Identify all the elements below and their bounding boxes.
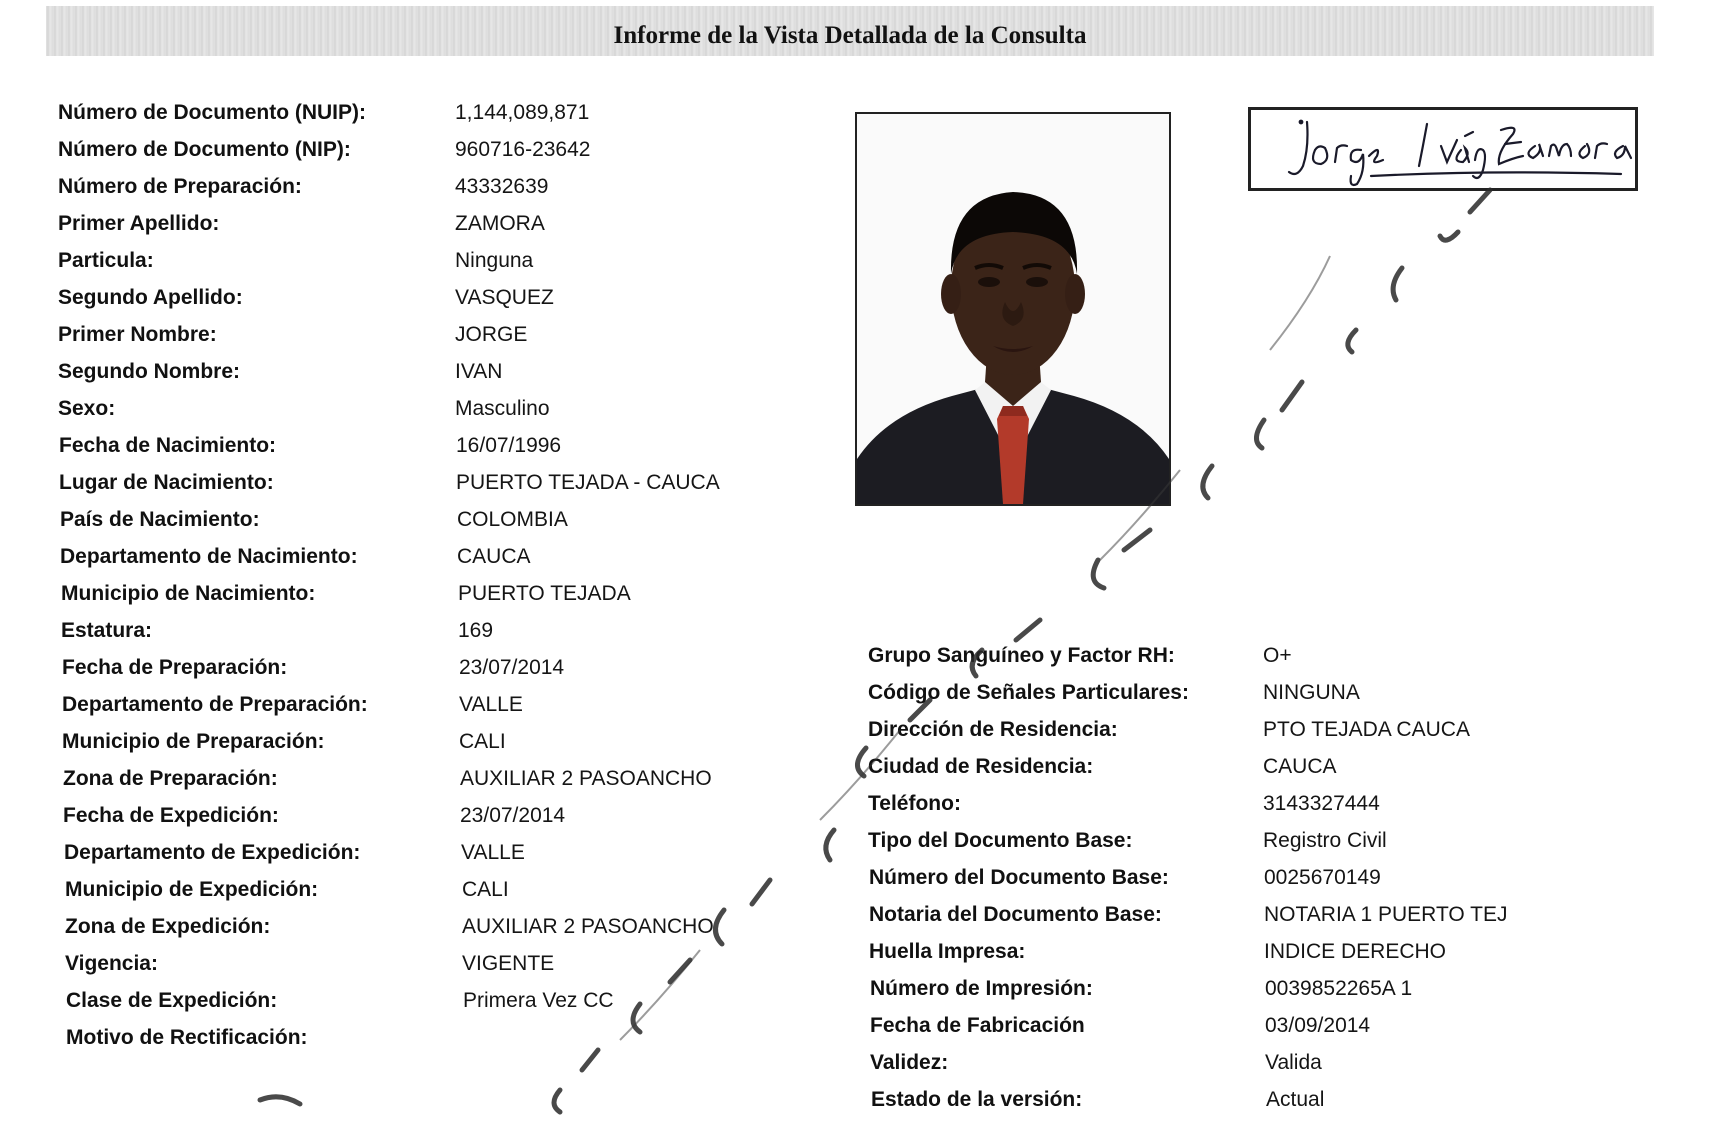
field-value: Actual <box>1266 1088 1325 1111</box>
field-value: PUERTO TEJADA - CAUCA <box>456 471 720 494</box>
field-value: AUXILIAR 2 PASOANCHO <box>460 767 712 790</box>
field-label: Primer Nombre: <box>58 323 217 346</box>
field-label: Fecha de Preparación: <box>62 656 288 679</box>
field-label: Municipio de Expedición: <box>65 878 319 901</box>
field-value: 16/07/1996 <box>456 434 562 457</box>
field-label: Segundo Nombre: <box>58 360 240 383</box>
field-label: Número de Documento (NUIP): <box>58 101 367 124</box>
field-value: 1,144,089,871 <box>455 101 590 124</box>
field-value: VALLE <box>461 841 525 864</box>
field-value: Primera Vez CC <box>463 989 614 1012</box>
field-label: País de Nacimiento: <box>60 508 260 531</box>
field-value: Masculino <box>455 397 550 420</box>
field-value: IVAN <box>455 360 503 383</box>
field-label: Número de Preparación: <box>58 175 302 198</box>
field-value: 0025670149 <box>1264 866 1381 889</box>
field-value: O+ <box>1263 644 1292 667</box>
field-value: NINGUNA <box>1263 681 1360 704</box>
field-label: Zona de Preparación: <box>63 767 278 790</box>
field-value: JORGE <box>455 323 528 346</box>
field-label: Número de Documento (NIP): <box>58 138 351 161</box>
field-label: Número de Impresión: <box>870 977 1093 1000</box>
field-value: Registro Civil <box>1263 829 1387 852</box>
field-value: ZAMORA <box>455 212 545 235</box>
signature-image <box>1251 110 1635 188</box>
field-label: Fecha de Nacimiento: <box>59 434 277 457</box>
field-value: VIGENTE <box>462 952 555 975</box>
field-value: 03/09/2014 <box>1265 1014 1371 1037</box>
field-value: AUXILIAR 2 PASOANCHO <box>462 915 714 938</box>
field-label: Validez: <box>870 1051 949 1074</box>
field-label: Teléfono: <box>868 792 961 815</box>
field-value: CALI <box>462 878 509 901</box>
field-label: Grupo Sanguíneo y Factor RH: <box>868 644 1175 667</box>
field-value: 169 <box>458 619 494 642</box>
field-label: Tipo del Documento Base: <box>868 829 1133 852</box>
field-value: 3143327444 <box>1263 792 1380 815</box>
field-label: Segundo Apellido: <box>58 286 243 309</box>
field-value: VALLE <box>459 693 523 716</box>
field-label: Ciudad de Residencia: <box>868 755 1094 778</box>
field-label: Sexo: <box>58 397 116 420</box>
field-label: Fecha de Fabricación <box>870 1014 1085 1037</box>
field-value: INDICE DERECHO <box>1264 940 1447 963</box>
field-label: Código de Señales Particulares: <box>868 681 1189 704</box>
field-label: Huella Impresa: <box>869 940 1026 963</box>
field-value: CALI <box>459 730 506 753</box>
field-label: Lugar de Nacimiento: <box>59 471 274 494</box>
field-label: Motivo de Rectificación: <box>66 1026 308 1049</box>
field-label: Municipio de Preparación: <box>62 730 325 753</box>
field-label: Vigencia: <box>65 952 158 975</box>
signature-box <box>1248 107 1638 191</box>
field-value: COLOMBIA <box>457 508 568 531</box>
field-value: CAUCA <box>457 545 531 568</box>
field-label: Zona de Expedición: <box>65 915 271 938</box>
field-value: Ninguna <box>455 249 534 272</box>
field-label: Departamento de Expedición: <box>64 841 361 864</box>
page-title: Informe de la Vista Detallada de la Consulta <box>613 22 1087 49</box>
field-value: CAUCA <box>1263 755 1337 778</box>
field-label: Primer Apellido: <box>58 212 220 235</box>
field-label: Número del Documento Base: <box>869 866 1169 889</box>
header-banner <box>46 6 1654 56</box>
field-label: Departamento de Nacimiento: <box>60 545 358 568</box>
field-label: Dirección de Residencia: <box>868 718 1118 741</box>
field-label: Municipio de Nacimiento: <box>61 582 316 605</box>
field-value: 960716-23642 <box>455 138 591 161</box>
field-value: NOTARIA 1 PUERTO TEJ <box>1264 903 1508 926</box>
field-label: Clase de Expedición: <box>66 989 278 1012</box>
field-value: 43332639 <box>455 175 549 198</box>
field-label: Estado de la versión: <box>871 1088 1083 1111</box>
field-value: Valida <box>1265 1051 1322 1074</box>
field-value: 23/07/2014 <box>459 656 565 679</box>
field-label: Particula: <box>58 249 154 272</box>
field-value: 23/07/2014 <box>460 804 566 827</box>
field-label: Notaria del Documento Base: <box>869 903 1162 926</box>
field-label: Fecha de Expedición: <box>63 804 279 827</box>
id-photo <box>855 112 1171 506</box>
field-label: Estatura: <box>61 619 153 642</box>
field-value: 0039852265A 1 <box>1265 977 1413 1000</box>
portrait-image <box>857 114 1169 504</box>
field-value: VASQUEZ <box>455 286 554 309</box>
field-value: PTO TEJADA CAUCA <box>1263 718 1470 741</box>
field-label: Departamento de Preparación: <box>62 693 368 716</box>
field-value: PUERTO TEJADA <box>458 582 631 605</box>
